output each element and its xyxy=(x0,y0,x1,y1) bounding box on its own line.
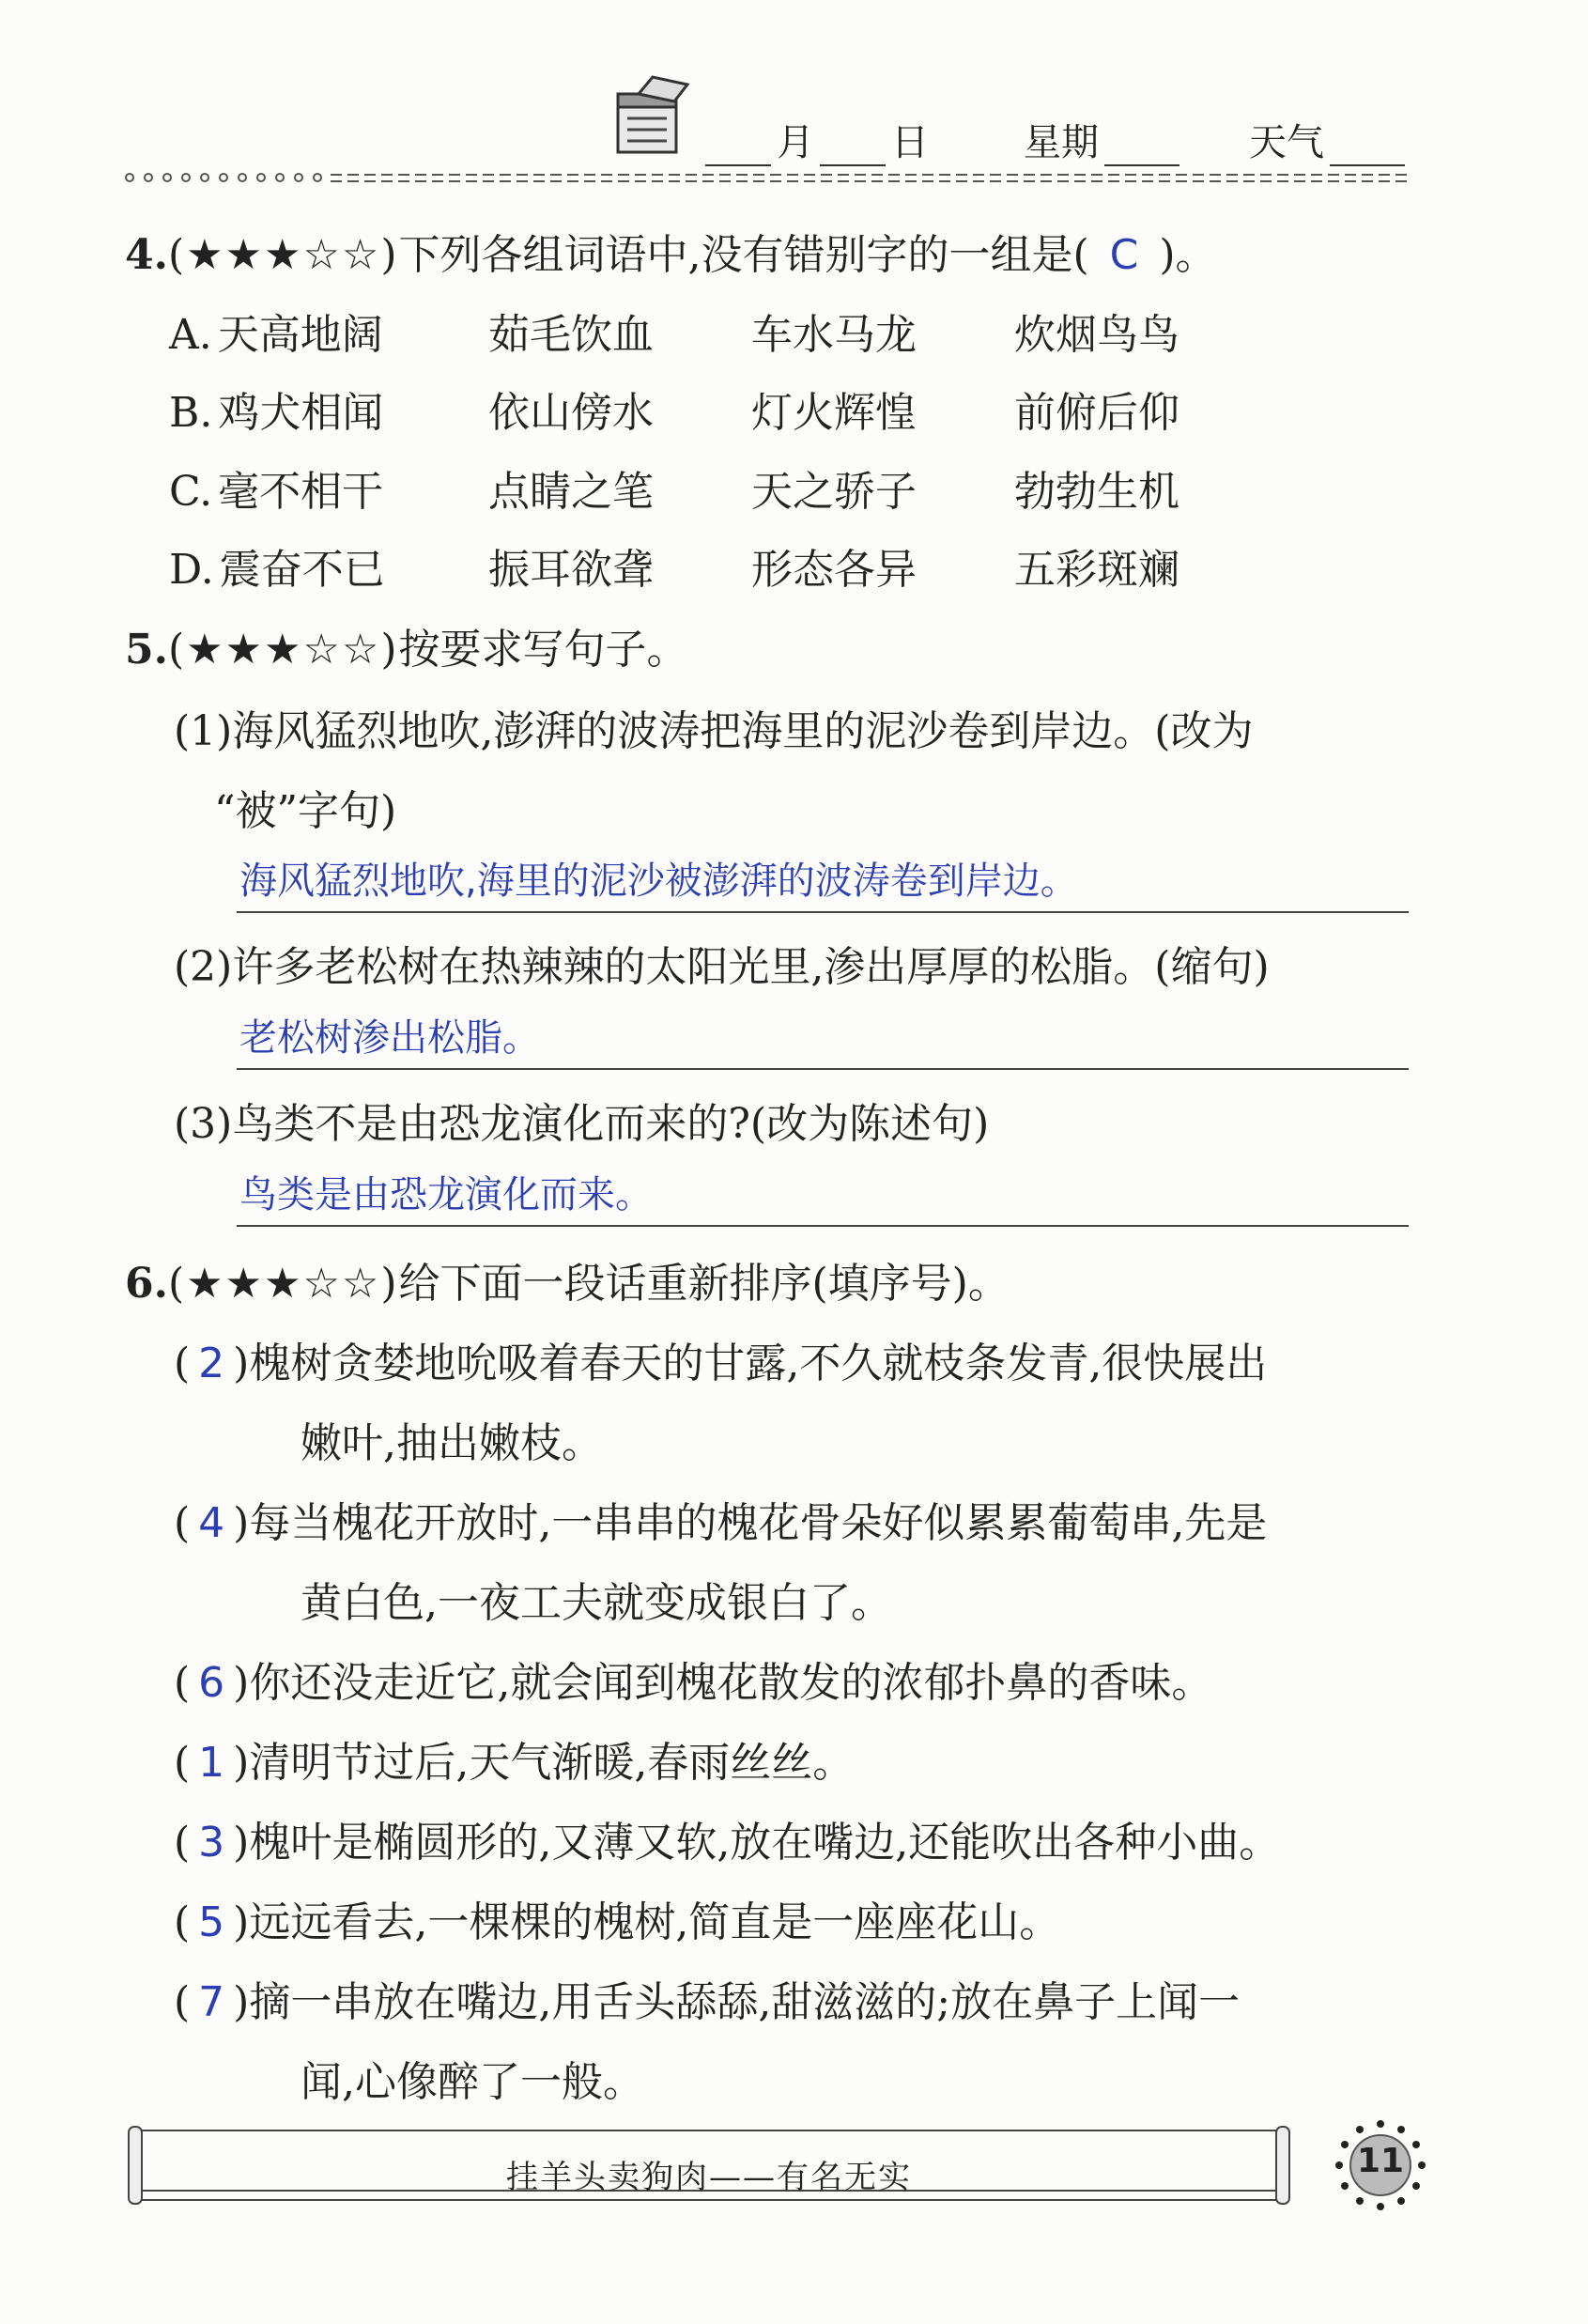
q5-item-2-line1: (2)许多老松树在热辣辣的太阳光里,渗出厚厚的松脂。(缩句) xyxy=(174,943,1270,991)
q5-item-1-line1: (1)海风猛烈地吹,澎湃的波涛把海里的泥沙卷到岸边。(改为 xyxy=(174,707,1254,755)
option-word: 车水马龙 xyxy=(751,311,917,359)
day-label: 日 xyxy=(891,121,929,164)
question-text: 给下面一段话重新排序(填序号)。 xyxy=(398,1260,1010,1308)
q6-item-1-line2: 嫩叶,抽出嫩枝。 xyxy=(301,1419,603,1467)
answer-text: 老松树渗出松脂。 xyxy=(239,1016,540,1060)
header-divider xyxy=(122,171,1409,184)
q5-item-1-line2: “被”字句) xyxy=(214,787,397,835)
difficulty-stars: (★★★☆☆) xyxy=(167,231,399,279)
question-text: 下列各组词语中,没有错别字的一组是( xyxy=(398,231,1089,279)
q6-item-2-line2: 黄白色,一夜工夫就变成银白了。 xyxy=(301,1579,892,1627)
question-text-end: )。 xyxy=(1159,231,1217,279)
option-word: 勃勃生机 xyxy=(1014,468,1179,516)
question-text: 按要求写句子。 xyxy=(398,626,688,674)
weather-label: 天气 xyxy=(1249,121,1324,164)
option-word: 天之骄子 xyxy=(751,468,917,516)
question-number: 6. xyxy=(125,1260,168,1308)
answer-text: 海风猛烈地吹,海里的泥沙被澎湃的波涛卷到岸边。 xyxy=(239,860,1078,903)
page-number: 11 xyxy=(1356,2142,1405,2180)
option-word: 炊烟鸟鸟 xyxy=(1014,311,1179,359)
option-word: 依山傍水 xyxy=(488,389,654,437)
difficulty-stars: (★★★☆☆) xyxy=(167,1260,399,1308)
month-label: 月 xyxy=(777,121,814,164)
answer-line xyxy=(237,911,1409,913)
calendar-icon xyxy=(601,73,695,158)
order-answer: 3 xyxy=(198,1819,225,1867)
q6-item-7-line2: 闻,心像醉了一般。 xyxy=(301,2058,644,2106)
order-answer: 1 xyxy=(198,1739,225,1787)
answer-line xyxy=(237,1068,1409,1070)
weather-line xyxy=(1249,113,1411,166)
option-word: 振耳欲聋 xyxy=(488,546,654,594)
order-answer: 2 xyxy=(198,1340,225,1387)
answer-line xyxy=(237,1225,1409,1227)
option-row-a: A. 天高地阔 xyxy=(169,311,383,359)
weekday-line xyxy=(1024,113,1185,166)
option-row-d: D. 震奋不已 xyxy=(169,546,385,594)
q6-item-2: ( 4 )每当槐花开放时,一串串的槐花骨朵好似累累葡萄串,先是 xyxy=(174,1499,1268,1547)
question-4-stem xyxy=(125,231,1217,279)
option-word: 五彩斑斓 xyxy=(1014,546,1179,594)
q6-item-6: ( 5 )远远看去,一棵棵的槐树,简直是一座座花山。 xyxy=(174,1898,1061,1946)
order-answer: 4 xyxy=(198,1499,225,1547)
option-row-b: B. 鸡犬相闻 xyxy=(169,389,384,437)
q6-item-1: ( 2 )槐树贪婪地吮吸着春天的甘露,不久就枝条发青,很快展出 xyxy=(174,1340,1268,1387)
option-word: 前俯后仰 xyxy=(1014,389,1179,437)
question-number: 4. xyxy=(125,231,168,279)
q6-item-7: ( 7 )摘一串放在嘴边,用舌头舔舔,甜滋滋的;放在鼻子上闻一 xyxy=(174,1978,1241,2026)
order-answer: 6 xyxy=(198,1659,225,1707)
date-line xyxy=(700,113,929,166)
q6-item-3: ( 6 )你还没走近它,就会闻到槐花散发的浓郁扑鼻的香味。 xyxy=(174,1659,1213,1707)
option-word: 点睛之笔 xyxy=(488,468,654,516)
difficulty-stars: (★★★☆☆) xyxy=(167,626,399,674)
option-word: 茹毛饮血 xyxy=(488,311,654,359)
option-word: 灯火辉惶 xyxy=(751,389,917,437)
q5-item-3-line1: (3)鸟类不是由恐龙演化而来的?(改为陈述句) xyxy=(174,1100,990,1148)
question-6-stem xyxy=(125,1260,1010,1308)
q6-item-5: ( 3 )槐叶是椭圆形的,又薄又软,放在嘴边,还能吹出各种小曲。 xyxy=(174,1819,1281,1867)
q6-item-4: ( 1 )清明节过后,天气渐暖,春雨丝丝。 xyxy=(174,1739,855,1787)
option-row-c: C. 毫不相干 xyxy=(169,468,384,516)
question-number: 5. xyxy=(125,626,168,674)
question-5-stem xyxy=(125,626,688,674)
order-answer: 5 xyxy=(198,1898,225,1946)
weekday-label: 星期 xyxy=(1024,121,1099,164)
order-answer: 7 xyxy=(198,1978,225,2026)
footer-proverb: 挂羊头卖狗肉——有名无实 xyxy=(506,2159,912,2196)
answer-choice: C xyxy=(1109,231,1139,279)
answer-text: 鸟类是由恐龙演化而来。 xyxy=(239,1173,653,1216)
option-word: 形态各异 xyxy=(751,546,917,594)
